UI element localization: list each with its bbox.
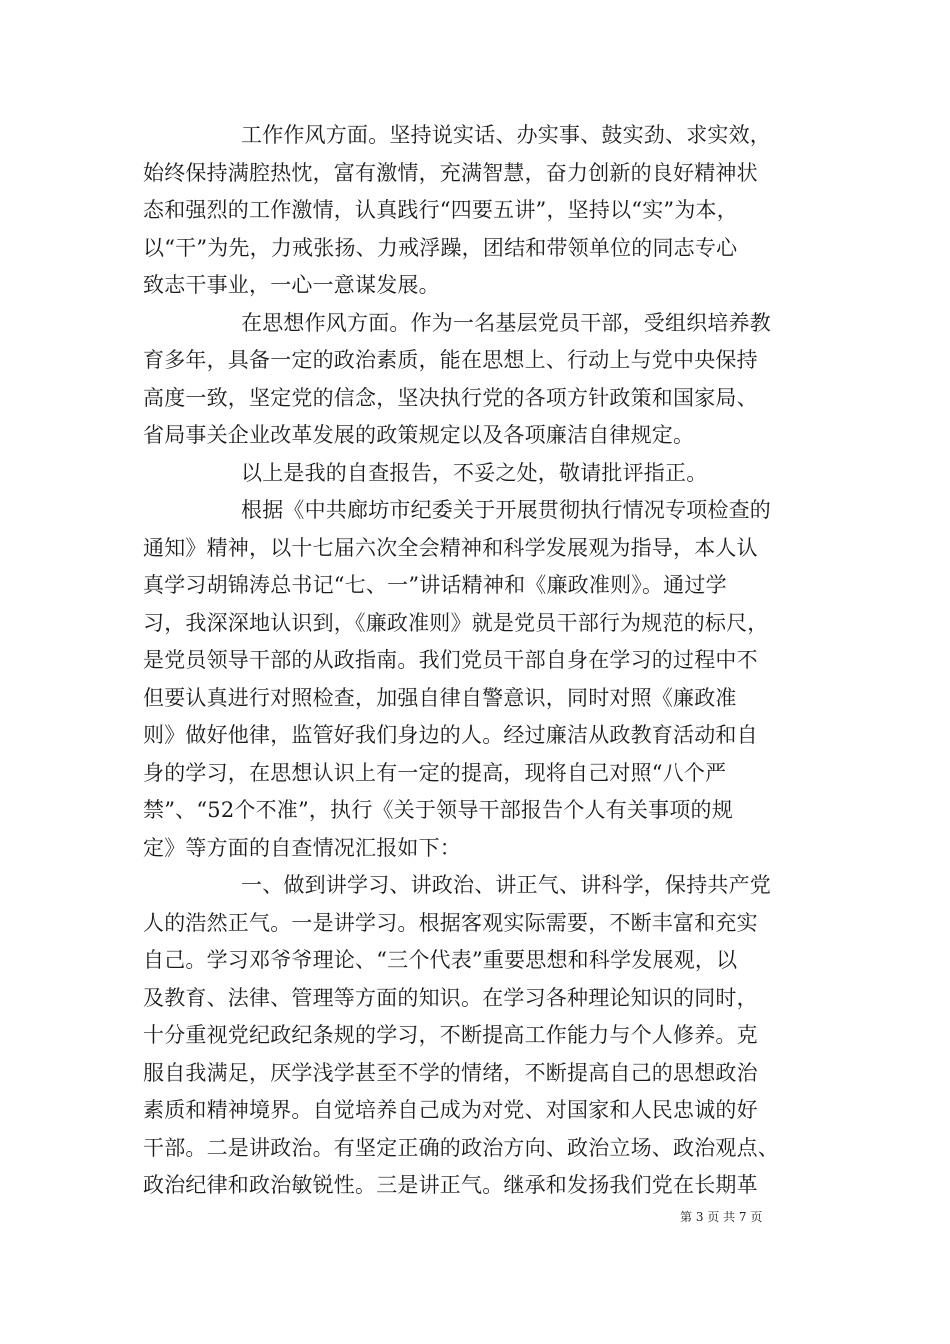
text-line: 定》等方面的自查情况汇报如下： bbox=[143, 835, 461, 860]
document-body bbox=[143, 117, 813, 1205]
text-line: 是党员领导干部的从政指南。我们党员干部自身在学习的过程中不 bbox=[143, 648, 758, 672]
text-line: 育多年，具备一定的政治素质，能在思想上、行动上与党中央保持 bbox=[143, 348, 758, 372]
text-line: 始终保持满腔热忱，富有激情，充满智慧，奋力创新的良好精神状 bbox=[143, 160, 758, 185]
text-line: 致志干事业，一心一意谋发展。 bbox=[143, 273, 440, 297]
text-line: 真学习胡锦涛总书记“七、一”讲话精神和《廉政准则》。通过学 bbox=[143, 573, 727, 597]
text-line: 及教育、法律、管理等方面的知识。在学习各种理论知识的同时， bbox=[143, 985, 758, 1010]
text-line: 工作作风方面。坚持说实话、办实事、鼓实劲、求实效， bbox=[241, 123, 771, 147]
text-line: 身的学习，在思想认识上有一定的提高，现将自己对照“八个严 bbox=[143, 760, 727, 785]
text-line: 在思想作风方面。作为一名基层党员干部，受组织培养教 bbox=[241, 310, 771, 335]
text-line: 但要认真进行对照检查，加强自律自警意识，同时对照《廉政准 bbox=[143, 685, 737, 710]
text-line: 禁”、“52个不准”，执行《关于领导干部报告个人有关事项的规 bbox=[143, 798, 733, 822]
text-line: 通知》精神，以十七届六次全会精神和科学发展观为指导，本人认 bbox=[143, 535, 758, 560]
text-line: 服自我满足，厌学浅学甚至不学的情绪，不断提高自己的思想政治 bbox=[143, 1060, 758, 1085]
text-line: 干部。二是讲政治。有坚定正确的政治方向、政治立场、政治观点、 bbox=[143, 1135, 779, 1160]
text-line: 根据《中共廊坊市纪委关于开展贯彻执行情况专项检查的 bbox=[241, 498, 771, 522]
text-line: 态和强烈的工作激情，认真践行“四要五讲”，坚持以“实”为本， bbox=[143, 198, 738, 222]
text-line: 省局事关企业改革发展的政策规定以及各项廉洁自律规定。 bbox=[143, 423, 695, 447]
text-line: 十分重视党纪政纪条规的学习，不断提高工作能力与个人修养。克 bbox=[143, 1023, 758, 1047]
text-line: 高度一致，坚定党的信念，坚决执行党的各项方针政策和国家局、 bbox=[143, 385, 758, 410]
text-line: 政治纪律和政治敏锐性。三是讲正气。继承和发扬我们党在长期革 bbox=[143, 1173, 758, 1197]
text-line: 素质和精神境界。自觉培养自己成为对党、对国家和人民忠诚的好 bbox=[143, 1098, 758, 1122]
page-number: 第 3 页 共 7 页 bbox=[680, 1210, 763, 1224]
text-line: 则》做好他律，监管好我们身边的人。经过廉洁从政教育活动和自 bbox=[143, 723, 758, 747]
text-line: 习，我深深地认识到，《廉政准则》就是党员干部行为规范的标尺， bbox=[143, 610, 769, 635]
text-line: 以“干”为先，力戒张扬、力戒浮躁，团结和带领单位的同志专心 bbox=[143, 235, 738, 260]
text-line: 自己。学习邓爷爷理论、“三个代表”重要思想和科学发展观，以 bbox=[143, 948, 738, 972]
text-line: 一、做到讲学习、讲政治、讲正气、讲科学，保持共产党 bbox=[241, 873, 771, 897]
text-line: 以上是我的自查报告，不妥之处，敬请批评指正。 bbox=[241, 460, 708, 485]
text-line: 人的浩然正气。一是讲学习。根据客观实际需要，不断丰富和充实 bbox=[143, 910, 758, 935]
